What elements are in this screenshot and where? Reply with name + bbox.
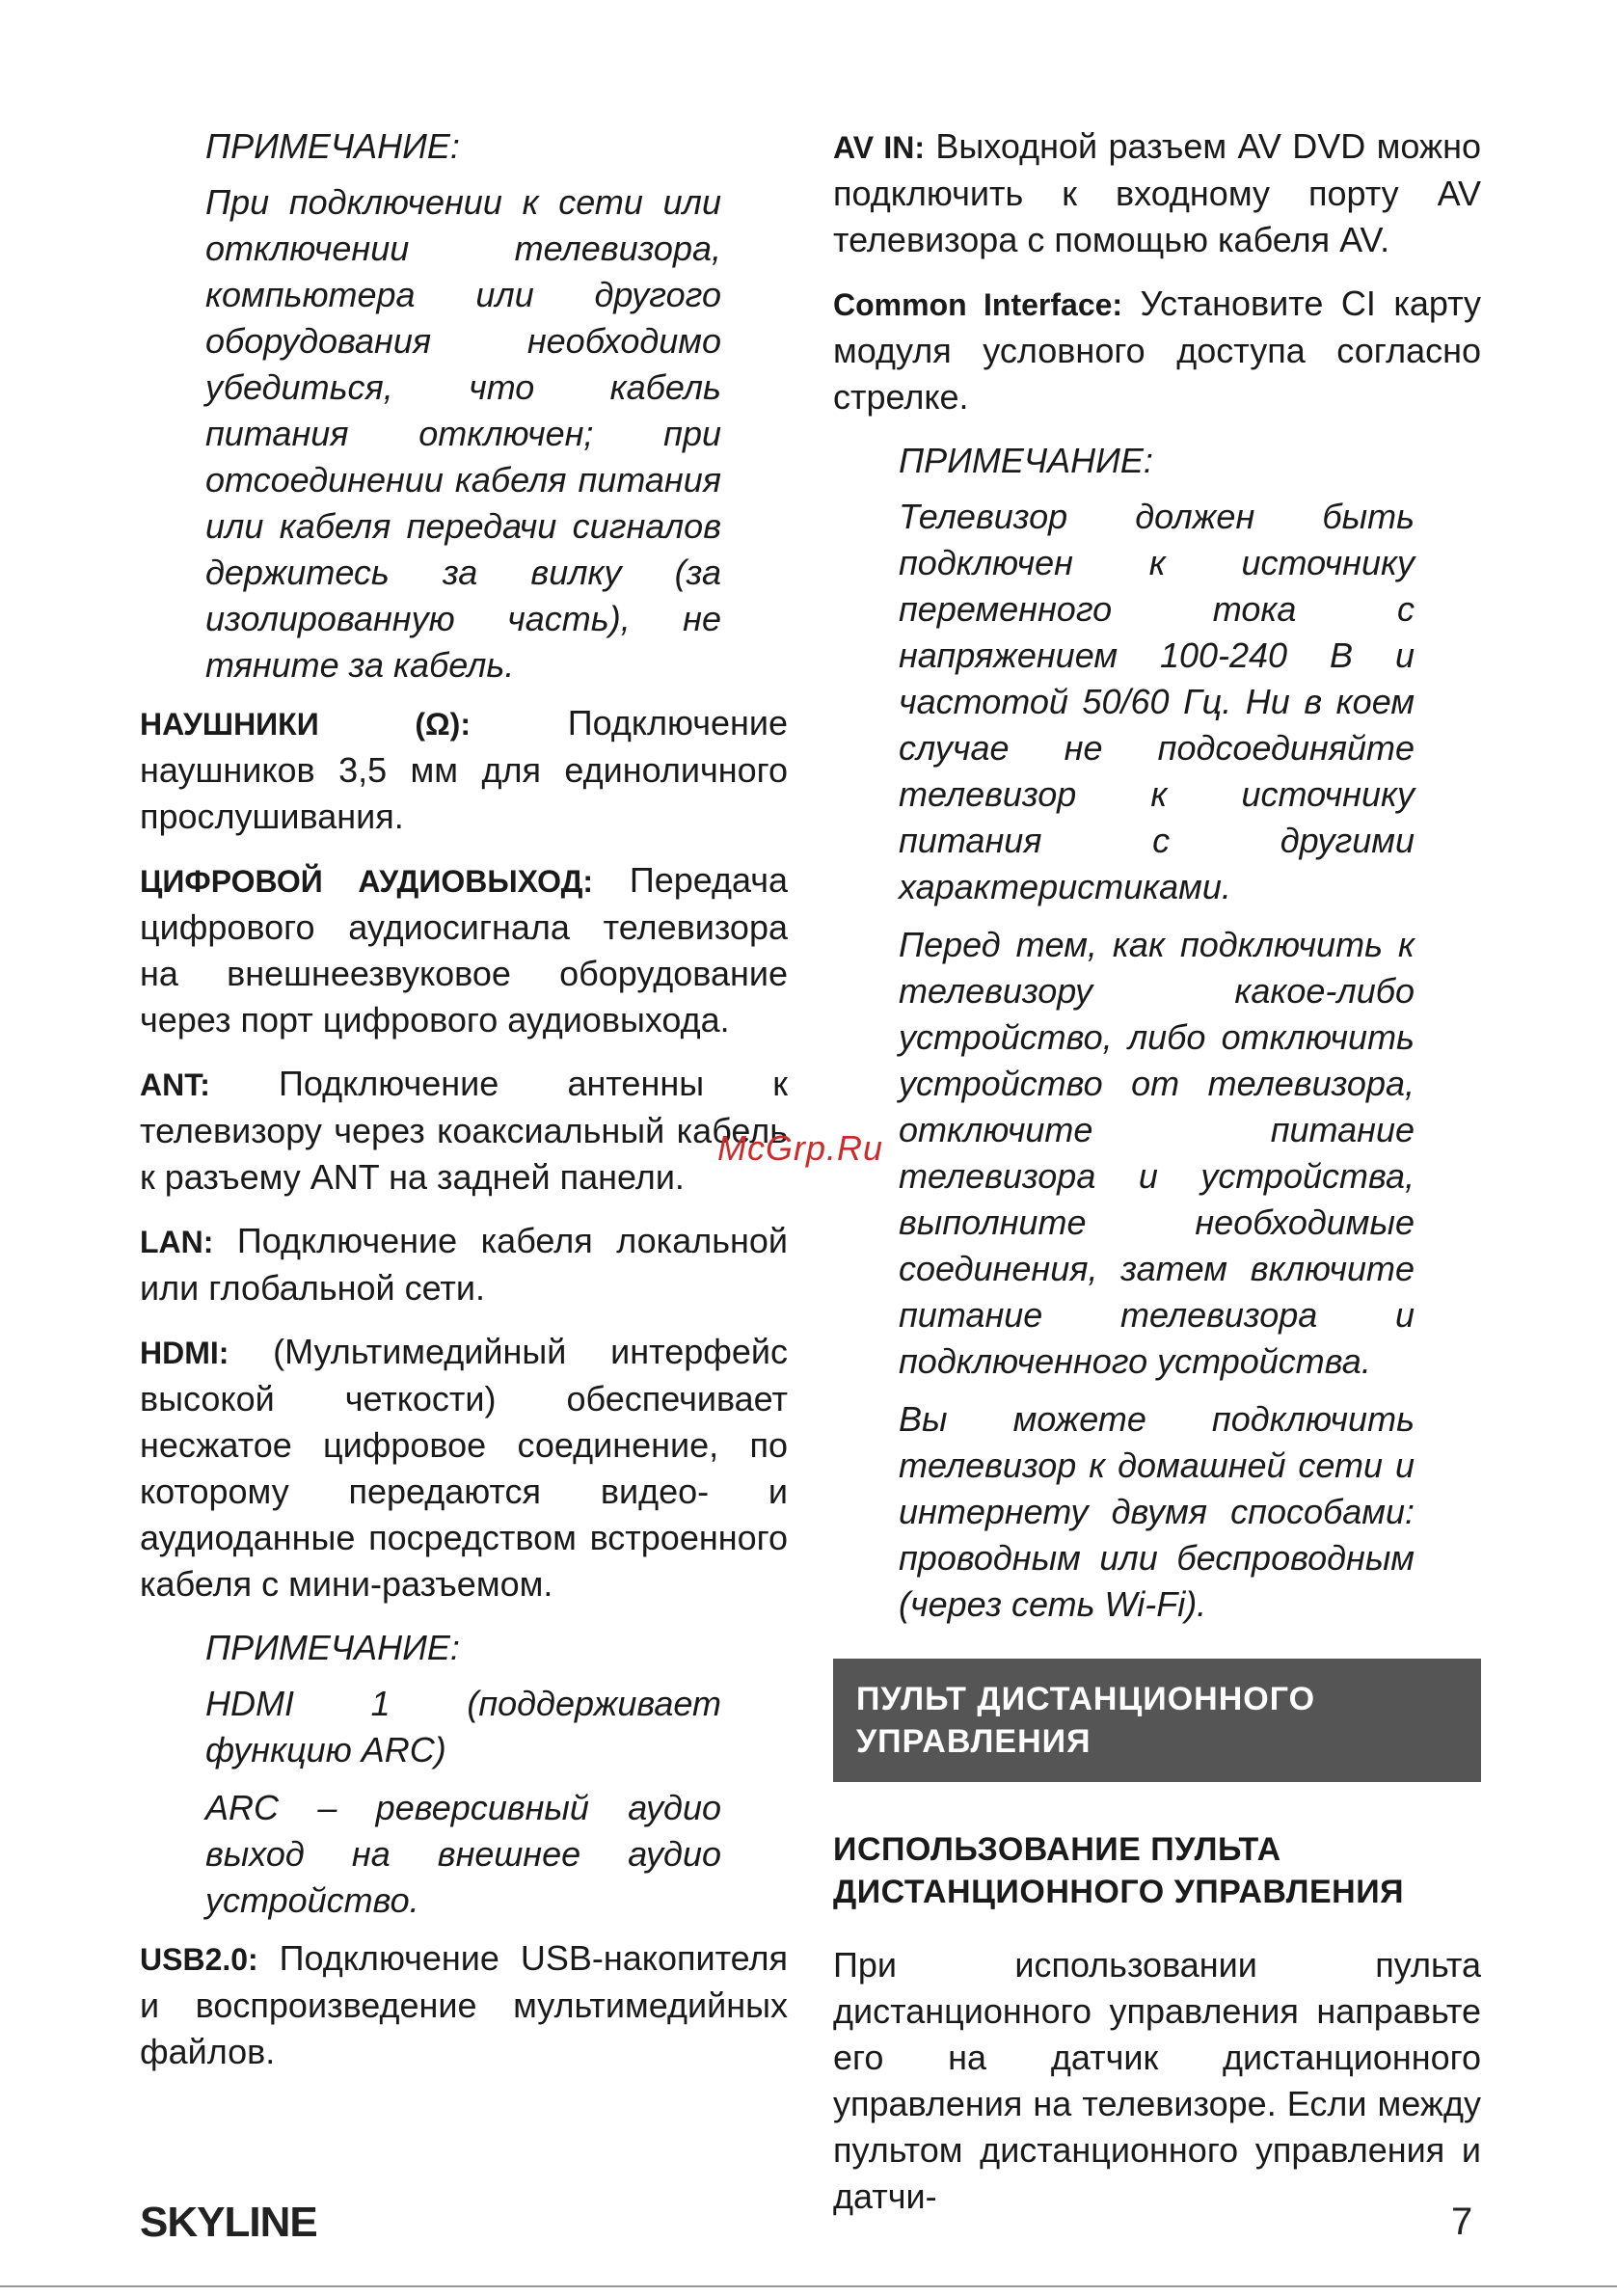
note-text: ARC – реверсивный аудио выход на внешнее аудио устройство. (205, 1788, 721, 1920)
note-title: ПРИМЕЧАНИЕ: (205, 126, 460, 166)
sub-heading: ИСПОЛЬЗОВАНИЕ ПУЛЬТА ДИСТАНЦИОННОГО УПРАВЛЕНИЯ (833, 1831, 1405, 1910)
note-hdmi (205, 1625, 721, 1924)
note-power (205, 123, 721, 689)
usb-text: Подключение USB-накопителя и воспроизведение мультимедийных файлов. (140, 1938, 788, 2071)
hdmi-paragraph (140, 1329, 788, 1607)
hdmi-label: HDMI: (140, 1336, 229, 1370)
hdmi-text: (Мультимедийный интерфейс высокой четкости) обеспечивает несжатое цифровое соединение, по которому передаются видео- и аудиоданные посредством встроенного кабеля с мини-разъемом. (140, 1332, 788, 1604)
ci-text: Установите CI карту модуля условного доступа согласно стрелке. (833, 284, 1482, 417)
ci-label: Common Interface: (833, 287, 1123, 322)
note-text: При подключении к сети или отключении телевизора, компьютера или другого оборудования необходимо убедиться, что кабель питания отключен; при отсоединении кабеля питания или кабеля передачи сигналов держитесь за вилку (за изолированную часть), не тяните за кабель. (205, 182, 721, 685)
headphones-paragraph (140, 700, 788, 840)
brand-logo: SKYLINE (140, 2199, 317, 2246)
bottom-divider (0, 2285, 1617, 2287)
page-number: 7 (1451, 2201, 1473, 2243)
watermark: McGrp.Ru (717, 1128, 884, 1168)
note-text: Вы можете подключить телевизор к домашней сети и интернету двумя способами: проводным или беспроводным (через сеть Wi-Fi). (899, 1399, 1415, 1624)
headphones-text: Подключение наушников 3,5 мм для единоличного прослушивания. (140, 703, 788, 836)
note-text: Перед тем, как подключить к телевизору какое-либо устройство, либо отключить устройство от телевизора, отключите питание телевизора и устройства, выполните необходимые соединения, затем включите питание телевизора и подключенного устройства. (899, 925, 1415, 1381)
digital-audio-paragraph (140, 857, 788, 1043)
note-title: ПРИМЕЧАНИЕ: (205, 1628, 460, 1667)
note-text: Телевизор должен быть подключен к источнику переменного тока с напряжением 100-240 В и частотой 50/60 Гц. Ни в коем случае не подсоединяйте телевизор к источнику питания с другими характеристиками. (899, 497, 1415, 906)
lan-label: LAN: (140, 1225, 214, 1259)
remote-paragraph: При использовании пульта дистанционного управления направьте его на датчик дистанционного управления на телевизоре. Если между пультом дистанционного управления и датчи- (833, 1945, 1481, 2216)
headphones-label: НАУШНИКИ (Ω): (140, 707, 471, 742)
ci-paragraph (833, 281, 1481, 420)
section-title: ПУЛЬТ ДИСТАНЦИОННОГО УПРАВЛЕНИЯ (833, 1659, 1481, 1782)
av-in-label: AV IN: (833, 130, 926, 165)
note-connection (899, 438, 1415, 1628)
ant-label: ANT: (140, 1067, 210, 1102)
digital-audio-label: ЦИФРОВОЙ АУДИОВЫХОД: (140, 864, 594, 899)
note-text: HDMI 1 (поддерживает функцию ARC) (205, 1684, 721, 1769)
ant-text: Подключение антенны к телевизору через коаксиальный кабель к разъему ANT на задней панели. (140, 1064, 788, 1197)
av-in-text: Выходной разъем AV DVD можно подключить к входному порту AV телевизора с помощью кабеля AV. (833, 126, 1482, 259)
av-in-paragraph (833, 123, 1481, 263)
note-title: ПРИМЕЧАНИЕ: (899, 441, 1153, 480)
usb-label: USB2.0: (140, 1942, 258, 1977)
digital-audio-text: Передача цифрового аудиосигнала телевизора на внешнеезвуковое оборудование через порт цифрового аудиовыхода. (140, 860, 788, 1040)
lan-paragraph (140, 1218, 788, 1311)
lan-text: Подключение кабеля локальной или глобальной сети. (140, 1221, 788, 1308)
usb-paragraph (140, 1935, 788, 2075)
ant-paragraph (140, 1061, 788, 1201)
right-column (833, 123, 1481, 2237)
left-column (140, 123, 788, 2093)
